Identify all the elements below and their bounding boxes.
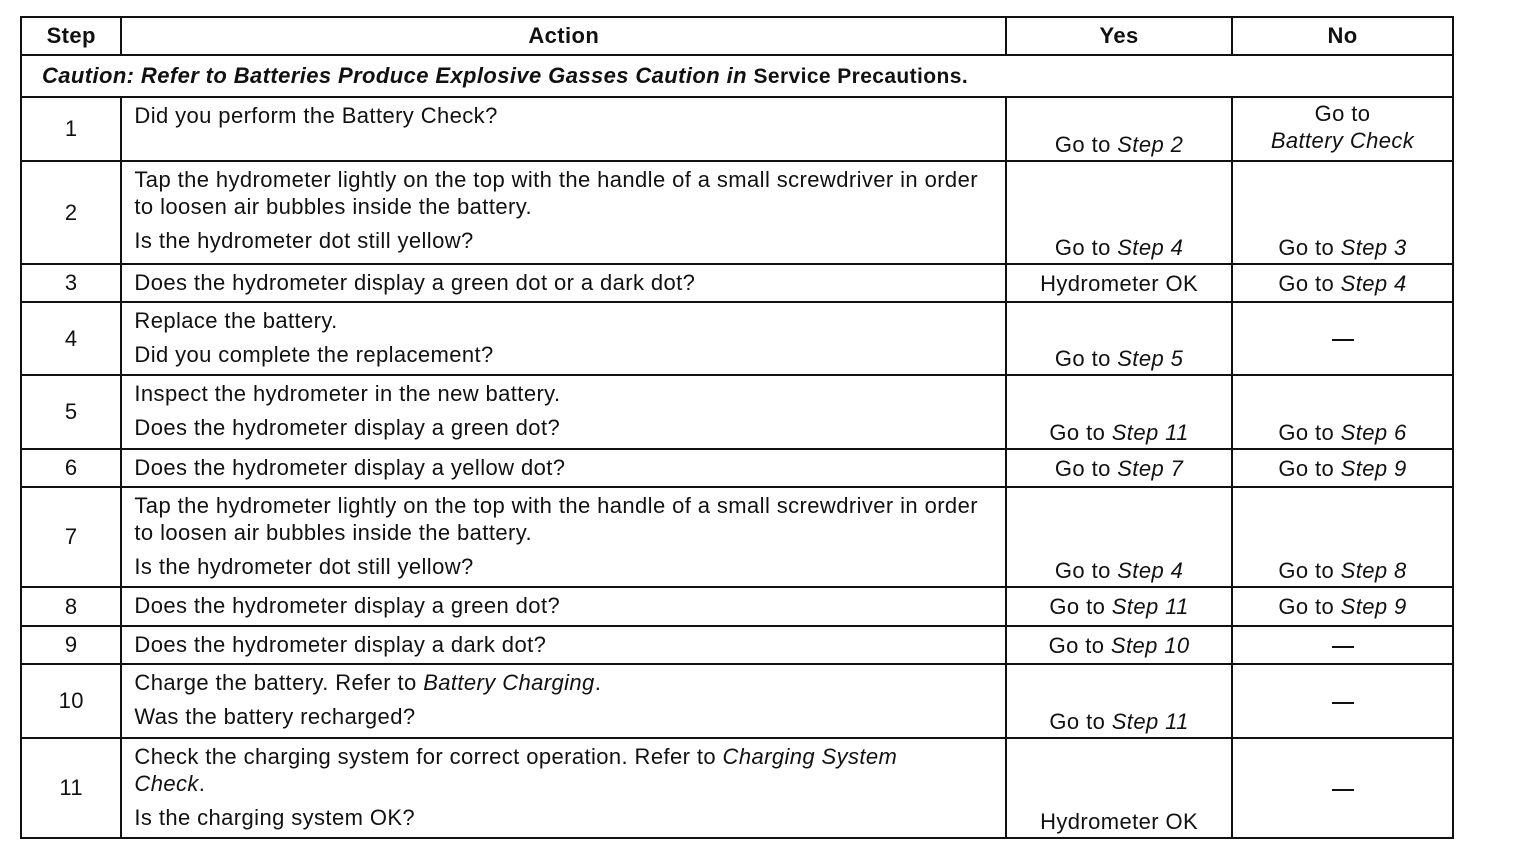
table-row — [21, 375, 1453, 449]
no-cell — [1232, 449, 1453, 487]
no-cell — [1232, 487, 1453, 587]
step-reference: Step 11 — [1111, 594, 1189, 619]
step-reference: Step 9 — [1340, 594, 1407, 619]
caution-lead: Caution: Refer to Batteries Produce Explosive Gasses Caution in — [42, 63, 747, 88]
action-question: Is the hydrometer dot still yellow? — [134, 228, 474, 253]
step-reference: Step 4 — [1340, 270, 1407, 296]
action-text: Does the hydrometer display a green dot or a dark dot? — [134, 270, 696, 295]
yes-cell — [1006, 738, 1232, 838]
yes-cell — [1006, 264, 1232, 302]
result-text: Hydrometer OK — [1040, 809, 1199, 834]
go-to-label: Go to — [1278, 558, 1335, 583]
table-row — [21, 587, 1453, 626]
step-number: 9 — [21, 626, 121, 664]
caution-link-service-precautions: Service Precautions. — [753, 65, 969, 88]
action-cell — [121, 738, 1006, 838]
action-text: Does the hydrometer display a dark dot? — [134, 632, 547, 657]
go-to-label: Go to — [1278, 270, 1335, 296]
go-to-label: Go to — [1054, 558, 1111, 583]
not-applicable-dash — [1332, 339, 1354, 341]
charging-system-check-reference: Charging System Check — [134, 744, 898, 796]
action-text: Tap the hydrometer lightly on the top with the handle of a small screwdriver in order to loosen air bubbles inside the battery. — [134, 493, 978, 545]
step-number: 7 — [21, 487, 121, 587]
yes-cell — [1006, 302, 1232, 375]
diagnostic-table — [20, 16, 1454, 839]
caution-row — [21, 55, 1453, 97]
step-reference: Step 4 — [1117, 235, 1184, 260]
action-question: Is the hydrometer dot still yellow? — [134, 554, 474, 579]
step-number: 1 — [21, 97, 121, 161]
battery-check-reference: Battery Check — [1270, 128, 1415, 153]
action-cell — [121, 302, 1006, 375]
go-to-label: Go to — [1048, 632, 1105, 658]
go-to-label: Go to — [1278, 420, 1335, 445]
table-row — [21, 738, 1453, 838]
action-cell — [121, 97, 1006, 161]
go-to-label: Go to — [1054, 132, 1111, 157]
header-yes: Yes — [1006, 17, 1232, 55]
action-cell — [121, 375, 1006, 449]
step-reference: Step 2 — [1117, 132, 1184, 157]
not-applicable-dash — [1332, 702, 1354, 704]
table-row — [21, 302, 1453, 375]
yes-cell — [1006, 664, 1232, 738]
step-number: 4 — [21, 302, 121, 375]
action-text: Did you perform the Battery Check? — [134, 103, 498, 128]
table-row — [21, 161, 1453, 264]
action-cell — [121, 161, 1006, 264]
step-number: 11 — [21, 738, 121, 838]
go-to-label: Go to — [1054, 235, 1111, 260]
no-cell — [1232, 664, 1453, 738]
step-number: 5 — [21, 375, 121, 449]
yes-cell — [1006, 626, 1232, 664]
header-step: Step — [21, 17, 121, 55]
go-to-label: Go to — [1049, 594, 1106, 619]
action-cell — [121, 487, 1006, 587]
go-to-label: Go to — [1278, 455, 1335, 481]
step-reference: Step 10 — [1110, 632, 1190, 658]
step-number: 6 — [21, 449, 121, 487]
step-reference: Step 11 — [1111, 709, 1189, 734]
caution-cell — [21, 55, 1453, 97]
table-row — [21, 449, 1453, 487]
step-reference: Step 9 — [1340, 455, 1407, 481]
action-cell — [121, 626, 1006, 664]
no-cell — [1232, 738, 1453, 838]
go-to-label: Go to — [1049, 420, 1106, 445]
header-no: No — [1232, 17, 1453, 55]
go-to-label: Go to — [1278, 594, 1335, 619]
step-reference: Step 8 — [1340, 558, 1407, 583]
yes-cell — [1006, 375, 1232, 449]
action-text: Does the hydrometer display a green dot? — [134, 593, 561, 618]
table-row — [21, 626, 1453, 664]
table-row — [21, 487, 1453, 587]
step-reference: Step 3 — [1340, 235, 1407, 260]
header-row — [21, 17, 1453, 55]
step-number: 10 — [21, 664, 121, 738]
action-text: Does the hydrometer display a yellow dot? — [134, 455, 566, 480]
no-cell — [1232, 626, 1453, 664]
action-cell — [121, 264, 1006, 302]
yes-cell — [1006, 449, 1232, 487]
step-reference: Step 11 — [1111, 420, 1189, 445]
step-number: 3 — [21, 264, 121, 302]
not-applicable-dash — [1332, 646, 1354, 648]
step-reference: Step 5 — [1117, 346, 1184, 371]
go-to-label: Go to — [1049, 709, 1106, 734]
action-text: Inspect the hydrometer in the new battery. — [134, 381, 561, 406]
step-number: 8 — [21, 587, 121, 626]
result-text: Hydrometer OK — [1040, 270, 1199, 296]
action-cell — [121, 664, 1006, 738]
action-text: Replace the battery. — [134, 308, 338, 333]
action-cell — [121, 449, 1006, 487]
action-question: Did you complete the replacement? — [134, 342, 494, 367]
go-to-label: Go to — [1278, 235, 1335, 260]
action-question: Is the charging system OK? — [134, 805, 416, 830]
action-cell — [121, 587, 1006, 626]
step-reference: Step 4 — [1117, 558, 1184, 583]
battery-charging-reference: Battery Charging — [423, 670, 595, 695]
yes-cell — [1006, 161, 1232, 264]
not-applicable-dash — [1332, 789, 1354, 791]
yes-cell — [1006, 97, 1232, 161]
yes-cell — [1006, 587, 1232, 626]
action-question: Does the hydrometer display a green dot? — [134, 415, 561, 440]
diagnostic-table-document — [20, 16, 1454, 839]
action-text: Tap the hydrometer lightly on the top with the handle of a small screwdriver in order to loosen air bubbles inside the battery. — [134, 167, 978, 219]
no-cell — [1232, 161, 1453, 264]
header-action: Action — [121, 17, 1006, 55]
go-to-label: Go to — [1314, 101, 1371, 126]
table-row — [21, 264, 1453, 302]
no-cell — [1232, 302, 1453, 375]
step-number: 2 — [21, 161, 121, 264]
table-row — [21, 97, 1453, 161]
action-text: Check the charging system for correct operation. Refer to Charging System Check. — [134, 744, 898, 796]
no-cell — [1232, 97, 1453, 161]
no-cell — [1232, 587, 1453, 626]
no-cell — [1232, 375, 1453, 449]
step-reference: Step 6 — [1340, 420, 1407, 445]
action-question: Was the battery recharged? — [134, 704, 416, 729]
no-cell — [1232, 264, 1453, 302]
go-to-label: Go to — [1054, 455, 1111, 481]
go-to-label: Go to — [1054, 346, 1111, 371]
table-row — [21, 664, 1453, 738]
action-text: Charge the battery. Refer to Battery Charging. — [134, 670, 602, 695]
yes-cell — [1006, 487, 1232, 587]
step-reference: Step 7 — [1117, 455, 1184, 481]
